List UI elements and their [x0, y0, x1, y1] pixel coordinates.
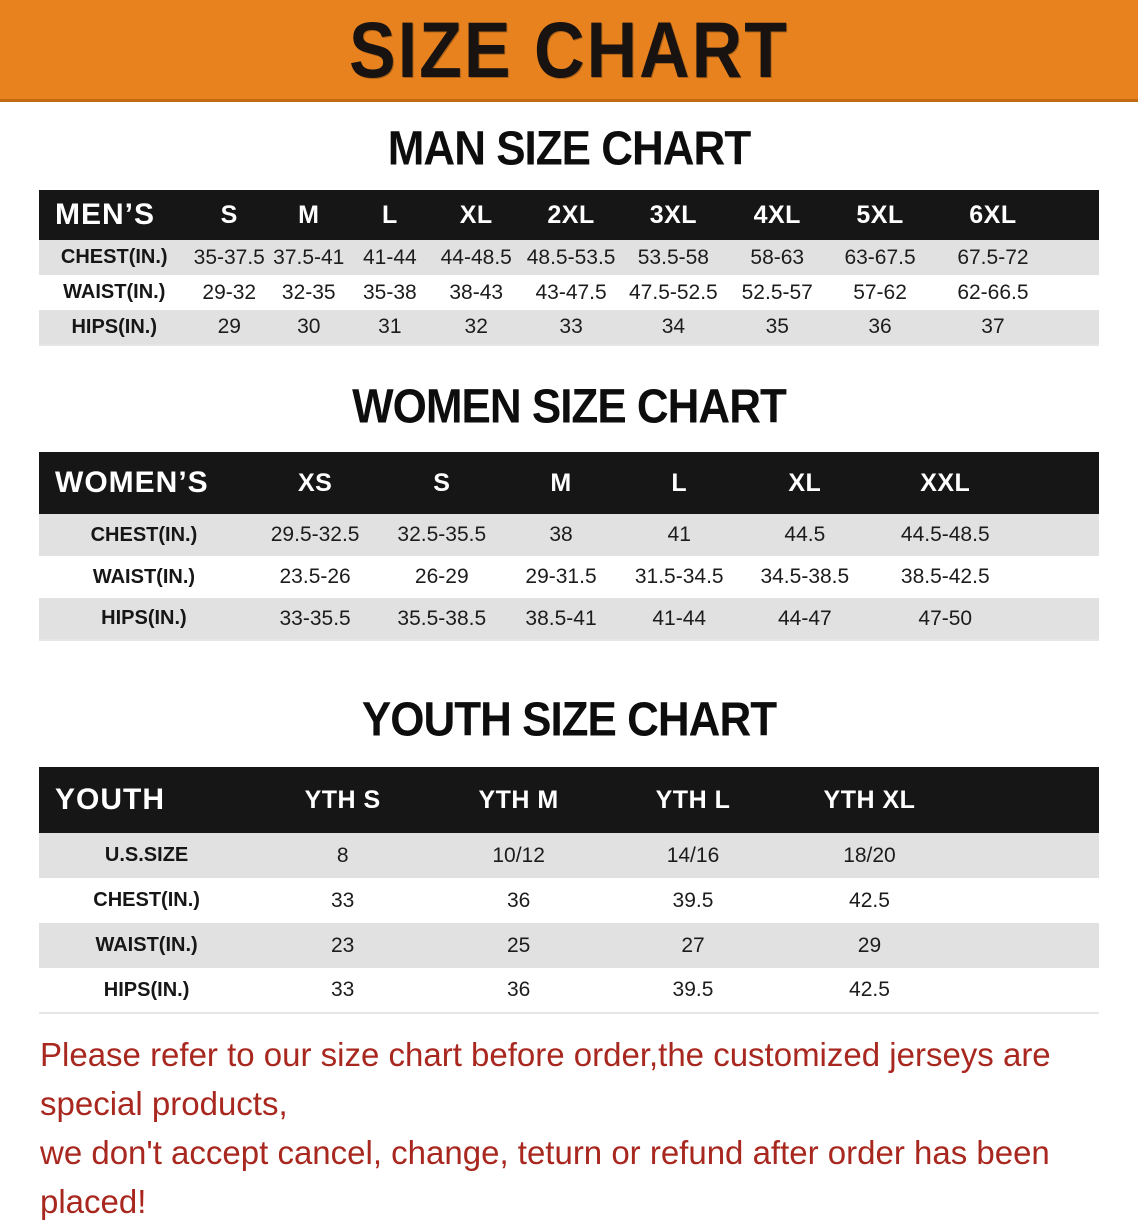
table-row [39, 598, 1099, 640]
value-cell: 36 [506, 888, 531, 912]
value-cell: 31 [378, 315, 402, 338]
value-cell: 41-44 [362, 245, 417, 269]
row-label-cell: HIPS(IN.) [101, 607, 187, 629]
column-header: 3XL [649, 200, 698, 229]
filler-cell [1054, 190, 1099, 240]
footer-line-1: Please refer to our size chart before order,the customized jerseys are special products, [40, 1036, 1051, 1122]
row-label-cell: CHEST(IN.) [93, 889, 200, 911]
value-cell: 57-62 [853, 280, 907, 304]
value-cell: 10/12 [492, 843, 545, 867]
value-cell: 35 [765, 315, 789, 338]
table-row [39, 556, 1099, 598]
value-cell: 33 [331, 888, 355, 912]
column-header: YTH S [304, 785, 381, 814]
value-cell: 38-43 [449, 280, 504, 304]
value-cell: 44.5-48.5 [900, 523, 990, 546]
column-header: L [671, 468, 688, 497]
man-size-section [0, 121, 1138, 346]
youth-size-section [0, 692, 1138, 1014]
row-label-cell: WAIST(IN.) [95, 934, 198, 956]
value-cell: 44-48.5 [440, 245, 512, 269]
value-cell: 26-29 [414, 565, 469, 588]
row-label-cell: HIPS(IN.) [71, 315, 158, 338]
value-cell: 33-35.5 [279, 606, 351, 630]
value-cell: 36 [868, 315, 892, 338]
footer-note [0, 1030, 1138, 1226]
header-row [39, 767, 1099, 833]
filler-cell [1019, 514, 1099, 556]
table-title-cell: MEN’S [55, 198, 156, 231]
value-cell: 63-67.5 [844, 245, 916, 269]
value-cell: 25 [506, 933, 531, 957]
filler-cell [959, 833, 1099, 878]
value-cell: 67.5-72 [957, 245, 1029, 269]
value-cell: 42.5 [849, 978, 890, 1001]
table-row [39, 923, 1099, 968]
value-cell: 37 [981, 315, 1005, 338]
value-cell: 36 [506, 978, 531, 1001]
value-cell: 37.5-41 [273, 245, 345, 269]
table-title-cell: YOUTH [55, 783, 165, 816]
filler-cell [959, 923, 1099, 968]
value-cell: 53.5-58 [637, 245, 709, 269]
value-cell: 23.5-26 [279, 565, 351, 588]
value-cell: 52.5-57 [741, 280, 813, 304]
column-header: 2XL [547, 200, 595, 229]
value-cell: 32.5-35.5 [397, 523, 487, 546]
value-cell: 14/16 [666, 843, 720, 867]
value-cell: 27 [681, 933, 705, 957]
value-cell: 18/20 [843, 843, 896, 867]
column-header: S [220, 200, 238, 229]
table-row [39, 833, 1099, 878]
column-header: M [298, 200, 320, 229]
value-cell: 29-31.5 [525, 565, 597, 588]
column-header: 6XL [969, 200, 1017, 229]
value-cell: 31.5-34.5 [634, 565, 724, 588]
value-cell: 35-38 [362, 280, 417, 304]
column-header: XXL [920, 468, 971, 497]
table-row [39, 240, 1099, 275]
value-cell: 29 [857, 933, 882, 957]
value-cell: 8 [336, 843, 349, 867]
women-size-section [0, 379, 1138, 641]
filler-cell [1019, 598, 1099, 640]
row-label-cell: HIPS(IN.) [103, 978, 190, 1001]
column-header: 4XL [753, 200, 801, 229]
column-header: XS [297, 468, 333, 497]
table-row [39, 878, 1099, 923]
women-size-heading: WOMEN SIZE CHART [352, 379, 786, 434]
value-cell: 42.5 [849, 888, 890, 912]
column-header: S [433, 468, 451, 497]
value-cell: 48.5-53.5 [526, 245, 616, 269]
value-cell: 29.5-32.5 [270, 523, 360, 546]
row-label-cell: WAIST(IN.) [63, 281, 166, 303]
value-cell: 29-32 [202, 280, 257, 304]
value-cell: 39.5 [672, 978, 714, 1001]
banner-title: SIZE CHART [349, 5, 789, 94]
filler-cell [1054, 310, 1099, 345]
value-cell: 29 [217, 315, 241, 338]
filler-cell [1054, 275, 1099, 310]
filler-cell [1019, 556, 1099, 598]
value-cell: 58-63 [750, 245, 805, 269]
value-cell: 33 [331, 978, 355, 1001]
filler-cell [959, 878, 1099, 923]
header-row [39, 190, 1099, 240]
table-row [39, 514, 1099, 556]
table-row [39, 275, 1099, 310]
footer-line-2: we don't accept cancel, change, teturn or refund after order has been placed! [40, 1134, 1050, 1220]
value-cell: 38.5-42.5 [900, 565, 990, 588]
value-cell: 47-50 [918, 606, 973, 630]
value-cell: 23 [331, 933, 355, 957]
banner [0, 0, 1138, 102]
column-header: YTH M [478, 785, 559, 814]
value-cell: 32 [464, 315, 488, 338]
value-cell: 34 [661, 315, 686, 338]
value-cell: 30 [297, 315, 321, 338]
men-size-table [39, 190, 1099, 346]
value-cell: 44-47 [777, 606, 832, 630]
value-cell: 44.5 [784, 523, 826, 546]
man-size-heading: MAN SIZE CHART [387, 121, 751, 176]
value-cell: 38 [549, 523, 573, 546]
value-cell: 41-44 [652, 606, 707, 630]
value-cell: 35-37.5 [193, 245, 265, 269]
youth-size-table [39, 767, 1099, 1014]
value-cell: 62-66.5 [957, 280, 1029, 304]
row-label-cell: WAIST(IN.) [92, 565, 196, 588]
value-cell: 32-35 [281, 280, 336, 304]
value-cell: 41 [667, 523, 691, 546]
filler-cell [1054, 240, 1099, 275]
column-header: XL [459, 200, 493, 229]
filler-cell [959, 767, 1099, 833]
filler-cell [959, 968, 1099, 1013]
column-header: YTH XL [823, 785, 916, 814]
value-cell: 43-47.5 [535, 280, 607, 304]
value-cell: 33 [559, 315, 583, 338]
row-label-cell: CHEST(IN.) [90, 523, 198, 546]
value-cell: 47.5-52.5 [629, 280, 718, 304]
column-header: L [381, 200, 398, 229]
column-header: 5XL [856, 200, 904, 229]
column-header: M [550, 468, 572, 497]
header-row [39, 452, 1099, 514]
youth-size-heading: YOUTH SIZE CHART [361, 692, 777, 747]
value-cell: 39.5 [672, 888, 714, 912]
value-cell: 38.5-41 [525, 606, 597, 630]
table-row [39, 310, 1099, 345]
table-title-cell: WOMEN’S [55, 466, 209, 499]
row-label-cell: CHEST(IN.) [60, 246, 168, 268]
table-row [39, 968, 1099, 1013]
column-header: XL [788, 468, 822, 497]
value-cell: 34.5-38.5 [760, 565, 850, 588]
filler-cell [1019, 452, 1099, 514]
value-cell: 35.5-38.5 [397, 606, 487, 630]
women-size-table [39, 452, 1099, 641]
column-header: YTH L [655, 785, 731, 814]
row-label-cell: U.S.SIZE [104, 844, 189, 866]
